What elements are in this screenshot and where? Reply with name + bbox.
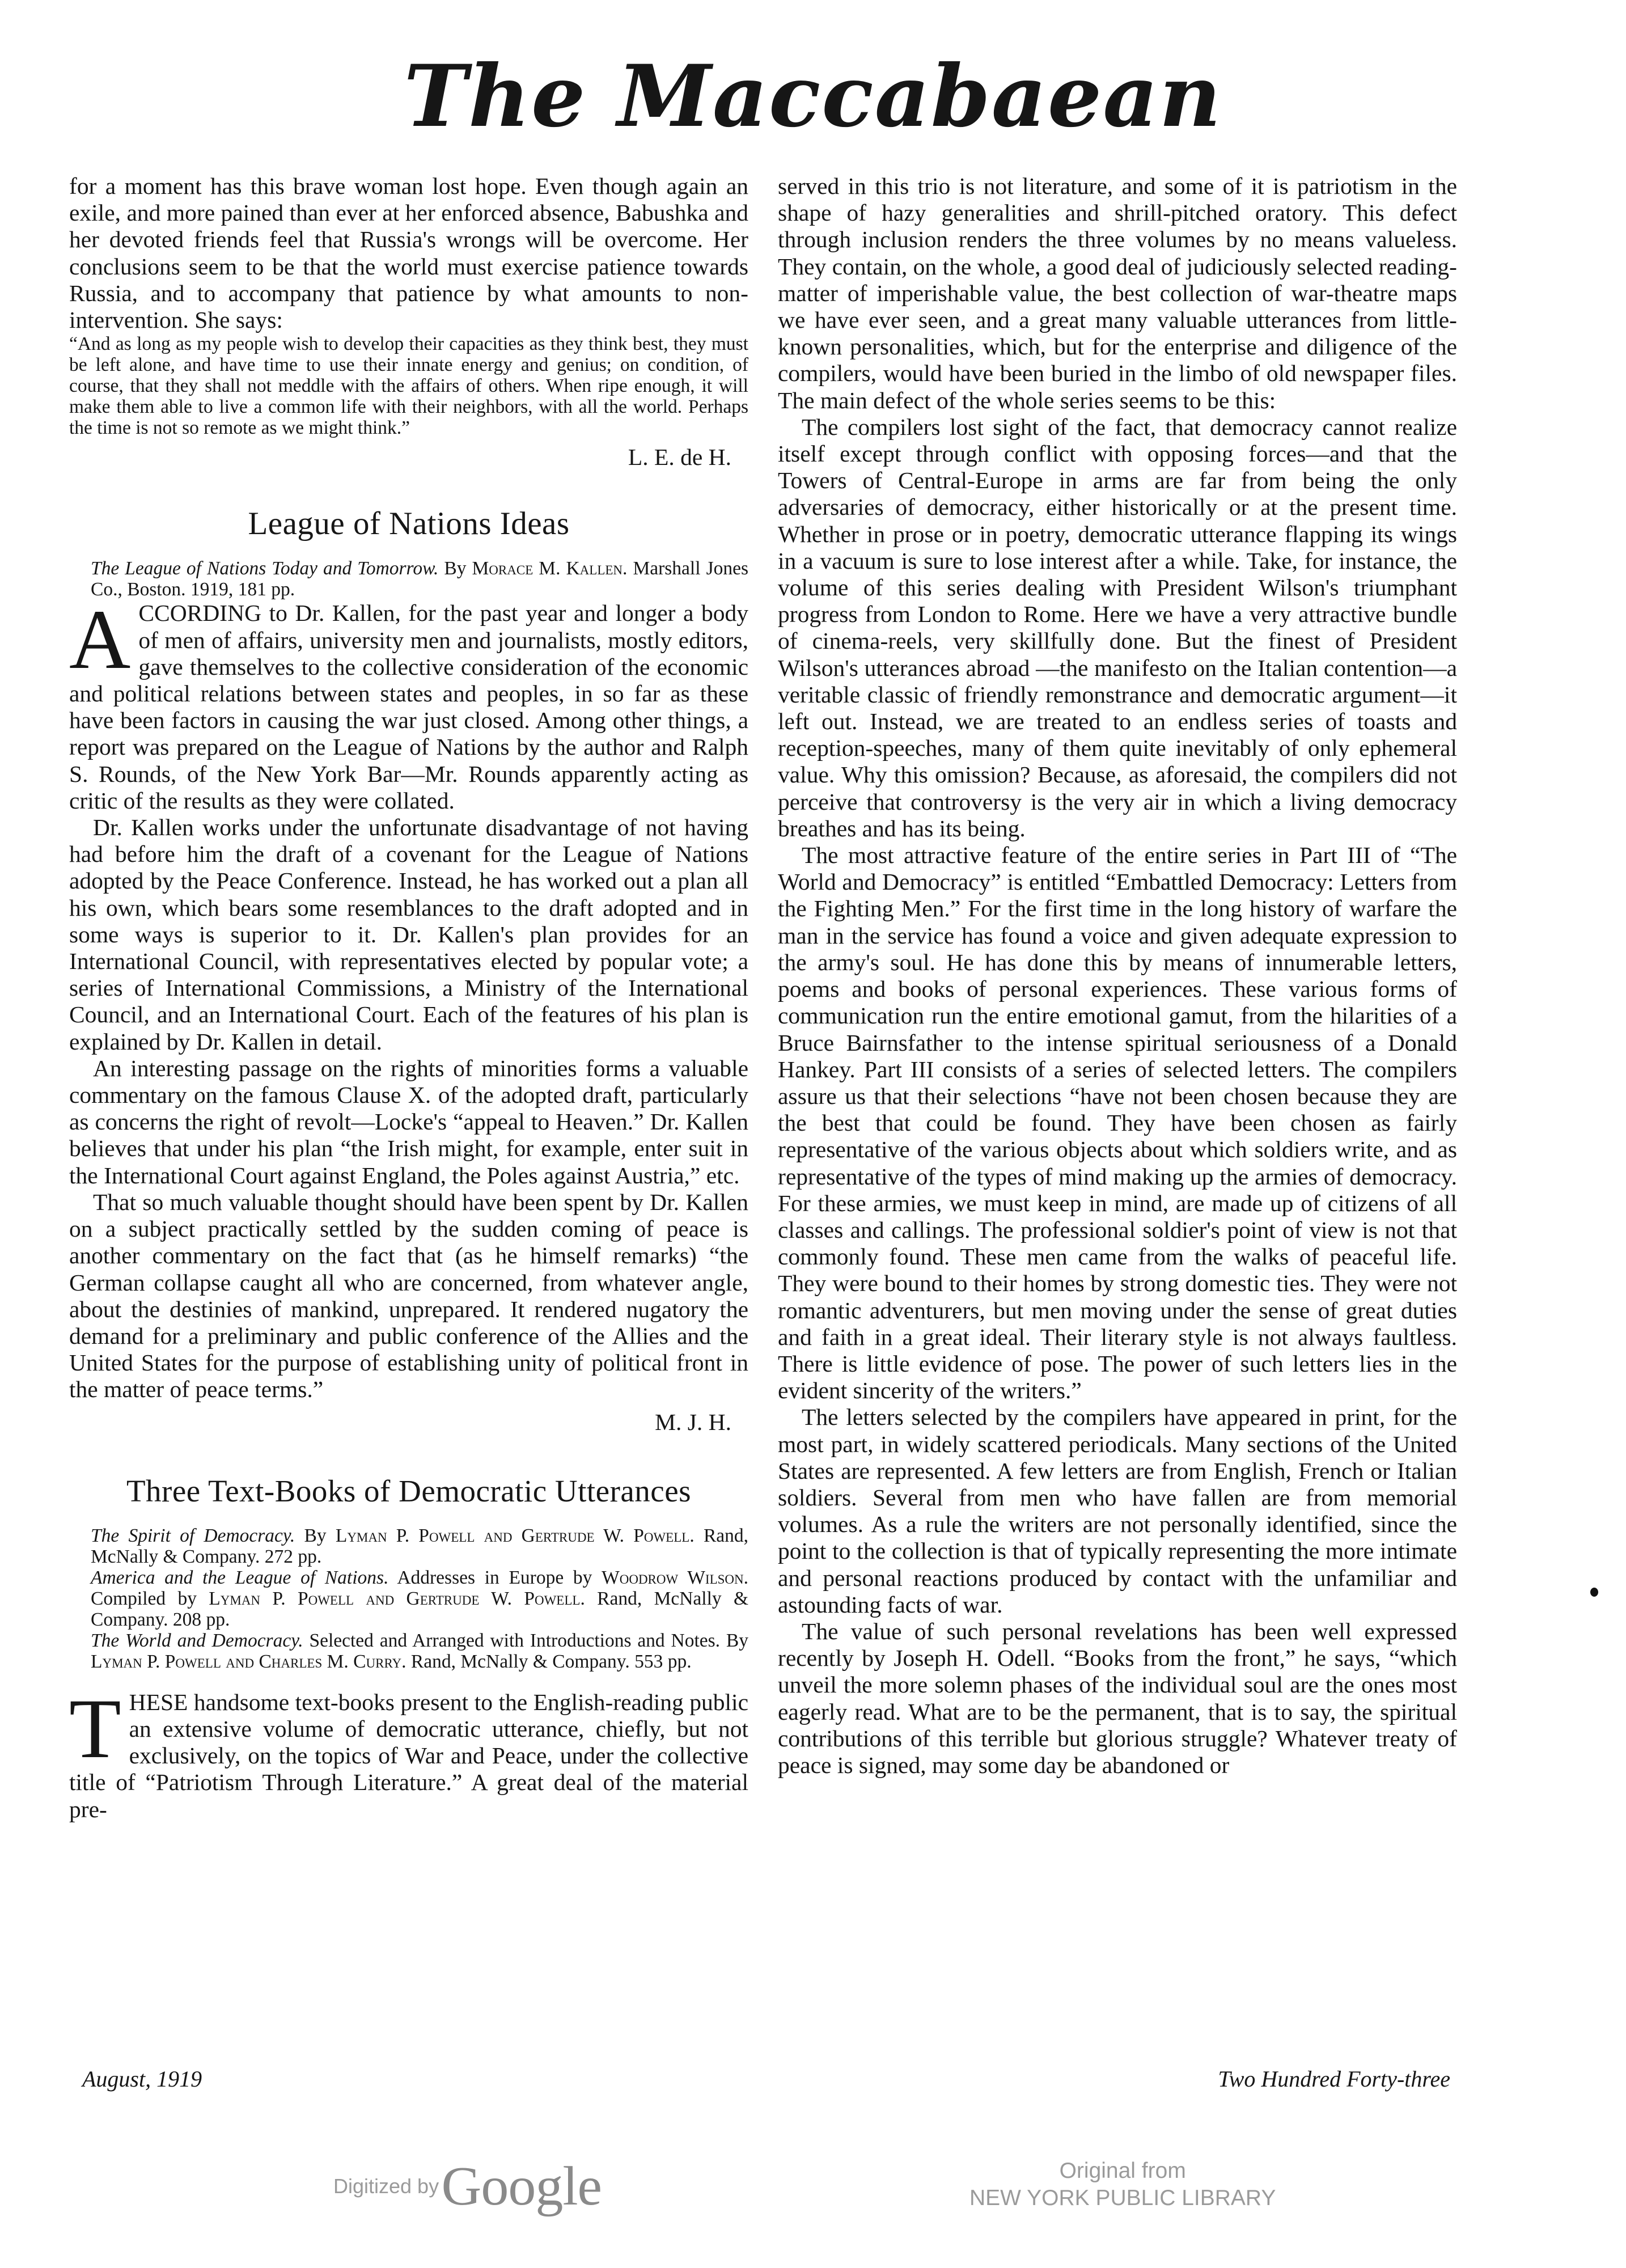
book-author: Lyman P. Powell and Charles M. Curry.: [91, 1651, 406, 1672]
block-quote: “And as long as my people wish to develop their capacities as they think best, they must be left alone, and have time to use their innate energy and genius; on condition, of course, that they shall not meddle with the affairs of others. When ripe enough, it will make them able to live a common life with their neighbors, with all the world. Perhaps the time is not so remote as we might think.”: [69, 333, 748, 439]
google-logo: Google: [441, 2156, 602, 2217]
citation-note: Compiled by: [91, 1588, 197, 1609]
paragraph: The letters selected by the compilers have appeared in print, for the most part, in widely scattered periodicals. Many sections of the United States are represented. A few letters are from English, French or Italian soldiers. Several from men who have fallen are from memorial volumes. As a rule the writers are not personally identified, since the point to the collection is that of typically representing the more intimate and personal reactions produced by contact with the unfamiliar and astounding facts of war.: [778, 1404, 1457, 1618]
book-title: The World and Democracy.: [91, 1630, 303, 1651]
library-credit: [969, 2157, 1276, 2212]
book-citation: [69, 1525, 748, 1567]
library-name: NEW YORK PUBLIC LIBRARY: [969, 2186, 1276, 2210]
paragraph: The value of such personal revelations has been well expressed recently by Joseph H. Odell. “Books from the front,” he says, “which unveil the more solemn phases of the individual soul are the ones most eagerly read. What are to be the permanent, that is to say, the spiritual contributions of this terrible but glorious struggle? Whatever treaty of peace is signed, may some day be abandoned or: [778, 1618, 1457, 1778]
paragraph: HESE handsome text-books present to the English-reading public an extensive volume of democratic utterance, chiefly, but not exclusively, on the topics of War and Peace, under the collective title of “Patriotism Through Literature.” A great deal of the material pre-: [69, 1689, 748, 1822]
margin-mark: [1590, 1588, 1598, 1597]
review-signature: L. E. de H.: [628, 444, 731, 471]
drop-cap: T: [69, 1689, 121, 1776]
book-citation: [69, 1567, 748, 1630]
citation-publisher: Rand, McNally & Company. 272 pp.: [91, 1525, 749, 1567]
paragraph: Dr. Kallen works under the unfortunate disadvantage of not having had before him the draft of a covenant for the League of Nations adopted by the Peace Conference. Instead, he has worked out a plan all his own, which bears some resemblances to the draft adopted and in some ways is superior to it. Dr. Kallen's plan provides for an International Council, with representatives elected by popular vote; a series of International Commissions, a Ministry of the International Council, and an International Court. Each of the features of his plan is explained by Dr. Kallen in detail.: [69, 814, 748, 1055]
citation-publisher: Rand, McNally & Company. 553 pp.: [410, 1651, 692, 1672]
digitized-prefix: Digitized by: [333, 2174, 439, 2198]
issue-date: August, 1919: [82, 2066, 202, 2092]
book-author: Woodrow Wilson.: [602, 1567, 749, 1588]
paragraph: The most attractive feature of the entire series in Part III of “The World and Democracy” is entitled “Embattled Democracy: Letters from the Fighting Men.” For the first time in the long history of warfare the man in the service has found a voice and given adequate expression to the army's soul. He has done this by means of innumerable letters, poems and books of personal experiences. These various forms of communication run the entire emotional gamut, from the hilarities of a Bruce Bairnsfather to the intense spiritual seriousness of a Donald Hankey. Part III consists of a series of selected letters. The compilers assure us that their selections “have not been chosen because they are the best that could be found. They have been chosen as fairly representative of the various objects about which soldiers write, and as representative of the types of mind making up the armies of democracy. For these armies, we must keep in mind, are made up of citizens of all classes and callings. The professional soldier's point of view is not that commonly found. These men came from the walks of peaceful life. They were bound to their homes by strong domestic ties. They were not romantic adventurers, but men moving under the sense of great duties and faith in a great ideal. Their literary style is not always faultless. There is little evidence of pose. The power of such letters lies in the evident sincerity of the writers.”: [778, 842, 1457, 1404]
dropcap-paragraph: [69, 1689, 748, 1823]
book-title: The Spirit of Democracy.: [91, 1525, 295, 1546]
left-column: [69, 173, 748, 1823]
book-author: Lyman P. Powell and Gertrude W. Powell.: [335, 1525, 695, 1546]
citation-publisher: Marshall Jones Co., Boston. 1919, 181 pp.: [91, 558, 749, 600]
page-number: Two Hundred Forty-three: [1218, 2066, 1450, 2092]
citation-by: By: [444, 558, 467, 579]
paragraph: That so much valuable thought should have been spent by Dr. Kallen on a subject practically settled by the sudden coming of peace is another commentary on the fact that (as he himself remarks) “the German collapse caught all who are concerned, from whatever angle, about the destinies of mankind, unprepared. It rendered nugatory the demand for a preliminary and public conference of the Allies and the United States for the purpose of establishing unity of political front in the matter of peace terms.”: [69, 1188, 748, 1403]
review-signature: M. J. H.: [655, 1408, 731, 1435]
book-author: Morace M. Kallen.: [472, 558, 628, 579]
citation-note: Selected and Arranged with Introductions and Notes. By: [309, 1630, 748, 1651]
paragraph: CCORDING to Dr. Kallen, for the past year and longer a body of men of affairs, university men and journalists, mostly editors, gave themselves to the collective consideration of the economic and political relations between states and peoples, in so far as these have been factors in causing the war just closed. Among other things, a report was prepared on the League of Nations by the author and Ralph S. Rounds, of the New York Bar—Mr. Rounds apparently acting as critic of the results as they were collated.: [69, 600, 748, 814]
paragraph: for a moment has this brave woman lost hope. Even though again an exile, and more pained than ever at her enforced absence, Babushka and her devoted friends feel that Russia's wrongs will be overcome. Her conclusions seem to be that the world must exercise patience towards Russia, and to accompany that patience by what amounts to non-intervention. She says:: [69, 173, 748, 333]
citation-note: Addresses in Europe by: [397, 1567, 592, 1588]
right-column: [778, 173, 1457, 1779]
original-from-label: Original from: [1059, 2159, 1186, 2183]
paragraph: served in this trio is not literature, and some of it is patriotism in the shape of hazy generalities and shrill-pitched oratory. This defect through inclusion renders the three volumes by no means valueless. They contain, on the whole, a good deal of judiciously selected reading-matter of imperishable value, the best collection of war-theatre maps we have ever seen, and a great many valuable utterances from little-known personalities, which, but for the enterprise and diligence of the compilers, would have been buried in the limbo of old newspaper files. The main defect of the whole series seems to be this:: [778, 173, 1457, 413]
citation-by: By: [304, 1525, 327, 1546]
page-masthead: The Maccabaean: [404, 46, 1222, 146]
book-title: The League of Nations Today and Tomorrow.: [91, 558, 439, 579]
book-title: America and the League of Nations.: [91, 1567, 389, 1588]
book-citation: [69, 1630, 748, 1672]
book-author: Lyman P. Powell and Gertrude W. Powell.: [209, 1588, 585, 1609]
paragraph: An interesting passage on the rights of minorities forms a valuable commentary on the famous Clause X. of the adopted draft, particularly as concerns the right of revolt—Locke's “appeal to Heaven.” Dr. Kallen believes that under his plan “the Irish might, for example, enter suit in the International Court against England, the Poles against Austria,” etc.: [69, 1055, 748, 1188]
dropcap-paragraph: [69, 600, 748, 814]
book-citation: [69, 558, 748, 600]
section-heading: League of Nations Ideas: [248, 506, 570, 542]
section-heading: Three Text-Books of Democratic Utterances: [126, 1473, 692, 1508]
drop-cap: A: [69, 600, 131, 687]
digitized-by-google: [333, 2155, 602, 2218]
citation-publisher: Rand, McNally & Company. 208 pp.: [91, 1588, 749, 1630]
paragraph: The compilers lost sight of the fact, that democracy cannot realize itself except through conflict with opposing forces—and that the Towers of Central-Europe in arms are far from being the only adversaries of democracy, either historically or at the present time. Whether in prose or in poetry, democratic utterance flapping its wings in a vacuum is sure to lose interest after a while. Take, for instance, the volume of this series dealing with President Wilson's triumphant progress from London to Rome. Here we have a very attractive bundle of cinema-reels, very skillfully done. But the finest of President Wilson's utterances abroad —the manifesto on the Italian contention—a veritable classic of friendly remonstrance and democratic argument—it left out. Instead, we are treated to an endless series of toasts and reception-speeches, many of them quite inevitably of only ephemeral value. Why this omission? Because, as aforesaid, the compilers did not perceive that controversy is the very air in which a living democracy breathes and has its being.: [778, 413, 1457, 841]
